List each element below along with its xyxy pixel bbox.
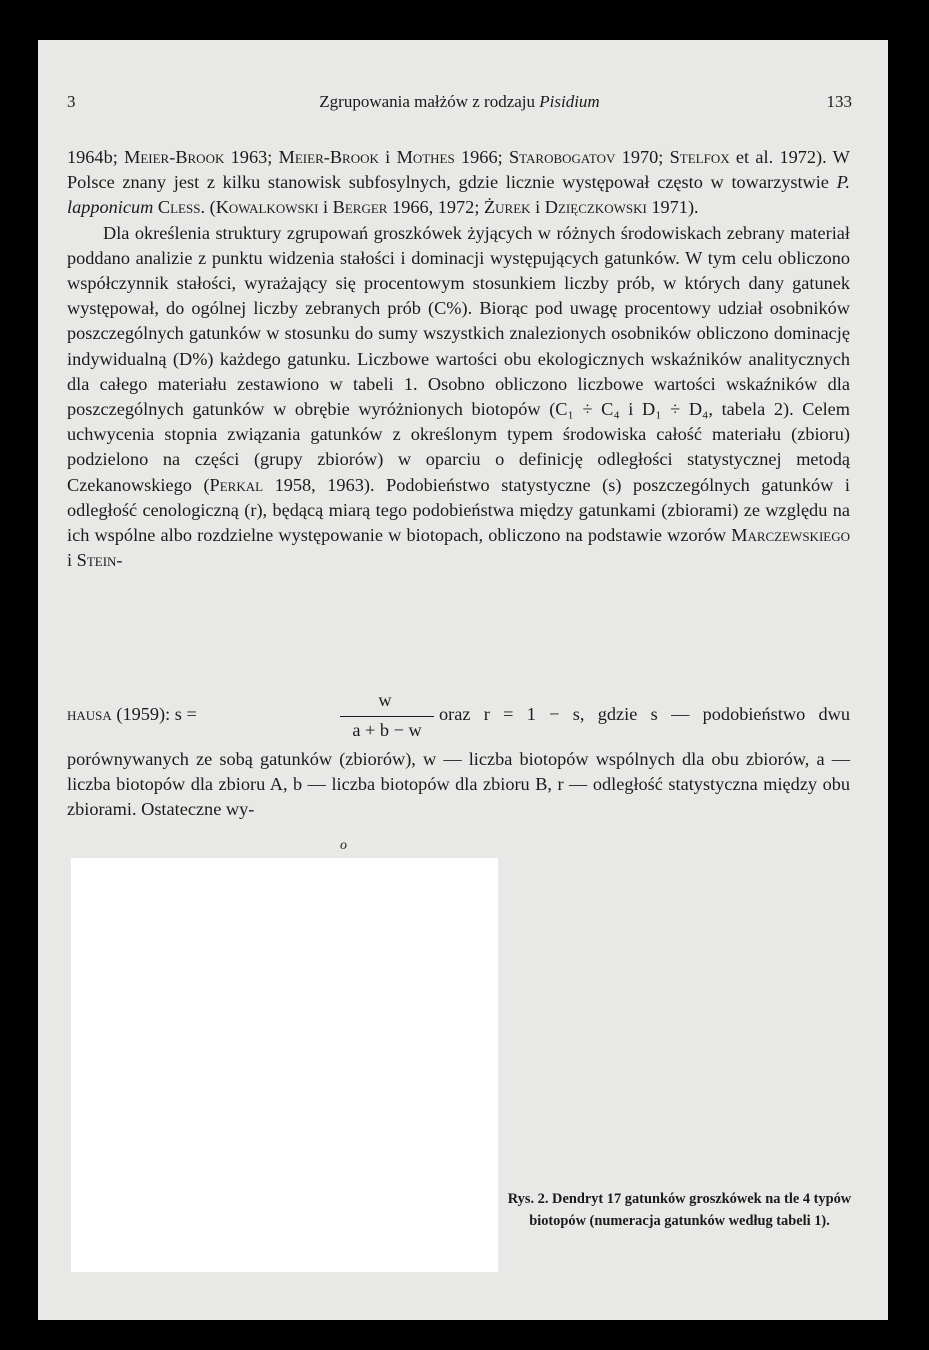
paragraph-2: Dla określenia struktury zgrupowań groszkówek żyjących w różnych środowiskach zebrany materiał poddano analizie z punktu widzenia stałości i dominacji występujących gatunków. W tym celu obliczono współczynnik stałości, wyrażający się procentowym stosunkiem liczby prób, w których dany gatunek występował, do ogólnej liczby zebranych prób (C%). Biorąc pod uwagę procentowy udział osobników poszczególnych gatunków w stosunku do sumy wszystkich znalezionych osobników obliczono dominację indywidualną (D%) każdego gatunku. Liczbowe wartości obu ekologicznych wskaźników analitycznych dla całego materiału zestawiono w tabeli 1. Osobno obliczono liczbowe wartości wskaźników dla poszczególnych gatunków w obrębie wyróżnionych biotopów (C₁ ÷ C₄ i D₁ ÷ D₄, tabela 2). Celem uchwycenia stopnia związania gatunków z określonym typem środowiska całość materiału (zbioru) podzielono na części (grupy zbiorów) w oparciu o definicję odległości statystycznej metodą Czekanowskiego (Perkal 1958, 1963). Podobieństwo statystyczne (s) poszczególnych gatunków i odległość cenologiczną (r), będącą miarą tego podobieństwa między gatunkami (zbiorami) ze względu na ich wspólne albo rozdzielne występowanie w biotopach, obliczono na podstawie wzorów Marczewskiego i Stein-: [67, 222, 850, 571]
author-ref: Stelfox: [669, 147, 730, 167]
header-title-genus: Pisidium: [539, 92, 600, 111]
author-ref: Meier-Brook: [278, 147, 379, 167]
header-left-number: 3: [67, 92, 76, 111]
author-ref: Marczewskiego: [731, 525, 850, 546]
author-ref: Mothes: [396, 147, 455, 167]
figure-caption: Rys. 2. Dendryt 17 gatunków groszkówek na tle 4 typów biotopów (numeracja gatunków według tabeli 1).: [507, 1191, 852, 1229]
formula-numerator: w: [378, 690, 392, 710]
author-ref: Stein-: [76, 550, 123, 571]
figure-mark: o: [340, 838, 347, 853]
formula-denominator: a + b − w: [352, 720, 422, 740]
author-ref: Perkal: [209, 474, 264, 495]
author-ref: Kowalkowski: [215, 197, 319, 218]
formula-lhs: hausa (1959): s =: [67, 704, 197, 724]
similarity-formula: [67, 690, 850, 746]
header-title: [67, 92, 852, 112]
fraction-bar: [340, 716, 434, 717]
author-ref: Meier-Brook: [124, 147, 225, 167]
header-title-text: Zgrupowania małżów z rodzaju: [319, 92, 540, 111]
page-number: 133: [826, 92, 852, 111]
body-text-continued: [67, 747, 850, 823]
species-name: P. lapponicum: [67, 172, 850, 218]
dendrite-figure-area: [71, 858, 498, 1272]
author-ref: Żurek: [483, 197, 531, 218]
running-header: [67, 92, 852, 112]
author-ref: Starobogatov: [508, 147, 616, 167]
author-ref: hausa: [67, 704, 112, 724]
paragraph-1: 1964b; Meier-Brook 1963; Meier-Brook i Mothes 1966; Starobogatov 1970; Stelfox et al. 1972). W Polsce znany jest z kilku stanowisk subfosylnych, gdzie licznie występował często w towarzystwie P. lapponicum Cless. (Kowalkowski i Berger 1966, 1972; Żurek i Dzięczkowski 1971).: [67, 147, 850, 218]
formula-rhs: oraz r = 1 − s, gdzie s — podobieństwo dwu: [439, 704, 850, 724]
body-text: [67, 145, 850, 573]
author-ref: Cless: [157, 197, 201, 218]
author-ref: Dzięczkowski: [544, 197, 647, 218]
paragraph-2-continued: porównywanych ze sobą gatunków (zbiorów), w — liczba biotopów wspólnych dla obu zbiorów, a — liczba biotopów dla zbioru A, b — liczba biotopów dla zbioru B, r — odległość statystyczna między obu zbiorami. Ostateczne wy-: [67, 749, 850, 820]
author-ref: Berger: [332, 197, 388, 218]
